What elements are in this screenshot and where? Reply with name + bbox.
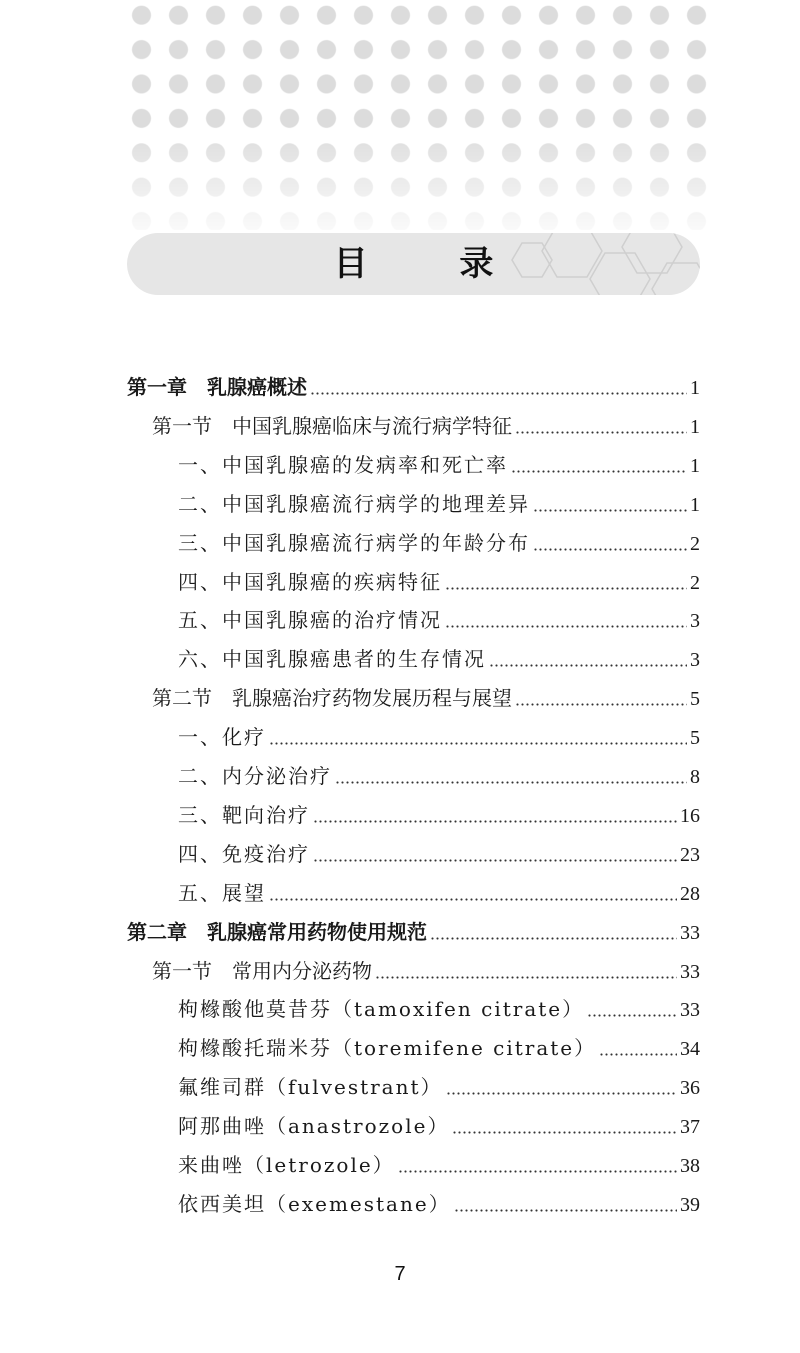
toc-entry-page: 33 xyxy=(680,999,700,1021)
toc-entry-page: 23 xyxy=(680,844,700,866)
dot-leader xyxy=(533,509,687,512)
toc-entry-label: 来曲唑（letrozole） xyxy=(178,1153,395,1177)
toc-entry-page: 3 xyxy=(690,649,700,671)
toc-entry[interactable] xyxy=(152,407,700,446)
toc-entry-label: 枸橼酸托瑞米芬（toremifene citrate） xyxy=(178,1036,597,1060)
toc-entry-label: 五、展望 xyxy=(178,881,266,905)
toc-entry-page: 1 xyxy=(690,377,700,399)
dot-leader xyxy=(446,1092,677,1095)
dot-leader xyxy=(511,470,687,473)
toc-entry[interactable] xyxy=(178,1107,700,1146)
dot-leader xyxy=(269,898,677,901)
toc-entry-label: 氟维司群（fulvestrant） xyxy=(178,1075,443,1099)
toc-entry-page: 34 xyxy=(680,1038,700,1060)
toc-entry[interactable] xyxy=(127,913,700,952)
decorative-dot-pattern xyxy=(125,0,707,230)
toc-entry[interactable] xyxy=(152,679,700,718)
toc-entry-label: 六、中国乳腺癌患者的生存情况 xyxy=(178,647,486,671)
toc-entry-label: 第一节 中国乳腺癌临床与流行病学特征 xyxy=(152,414,512,438)
title-banner xyxy=(127,233,700,295)
toc-entry-page: 1 xyxy=(690,494,700,516)
dot-leader xyxy=(587,1014,677,1017)
toc-entry[interactable] xyxy=(178,718,700,757)
dot-leader xyxy=(515,431,687,434)
toc-entry-page: 1 xyxy=(690,455,700,477)
toc-entry[interactable] xyxy=(178,524,700,563)
toc-entry[interactable] xyxy=(178,601,700,640)
toc-entry-label: 第一节 常用内分泌药物 xyxy=(152,959,372,983)
toc-entry[interactable] xyxy=(178,485,700,524)
toc-entry[interactable] xyxy=(178,835,700,874)
toc-entry-label: 依西美坦（exemestane） xyxy=(178,1192,451,1216)
toc-entry[interactable] xyxy=(178,446,700,485)
toc-entry-label: 第二节 乳腺癌治疗药物发展历程与展望 xyxy=(152,686,512,710)
toc-entry-page: 2 xyxy=(690,572,700,594)
dot-leader xyxy=(310,392,687,395)
toc-entry-label: 四、免疫治疗 xyxy=(178,842,310,866)
dot-leader xyxy=(313,859,677,862)
toc-entry[interactable] xyxy=(178,1029,700,1068)
toc-entry[interactable] xyxy=(178,796,700,835)
toc-entry[interactable] xyxy=(178,563,700,602)
dot-leader xyxy=(454,1209,677,1212)
toc-entry-page: 8 xyxy=(690,766,700,788)
toc-entry-label: 第一章 乳腺癌概述 xyxy=(127,375,307,399)
toc-entry-page: 28 xyxy=(680,883,700,905)
toc-entry-page: 16 xyxy=(680,805,700,827)
toc-entry-label: 一、化疗 xyxy=(178,725,266,749)
toc-entry-label: 三、靶向治疗 xyxy=(178,803,310,827)
toc-entry[interactable] xyxy=(152,952,700,991)
toc-entry-page: 36 xyxy=(680,1077,700,1099)
toc-entry-label: 一、中国乳腺癌的发病率和死亡率 xyxy=(178,453,508,477)
toc-entry[interactable] xyxy=(178,640,700,679)
toc-entry-label: 枸橼酸他莫昔芬（tamoxifen citrate） xyxy=(178,997,585,1021)
toc-entry[interactable] xyxy=(178,990,700,1029)
dot-leader xyxy=(533,548,687,551)
toc-entry-page: 3 xyxy=(690,610,700,632)
dot-leader xyxy=(398,1170,677,1173)
toc-entry-page: 33 xyxy=(680,961,700,983)
dot-leader xyxy=(430,937,677,940)
toc-entry-label: 三、中国乳腺癌流行病学的年龄分布 xyxy=(178,531,530,555)
toc-entry[interactable] xyxy=(178,1068,700,1107)
toc-entry[interactable] xyxy=(178,757,700,796)
toc-entry-label: 四、中国乳腺癌的疾病特征 xyxy=(178,570,442,594)
toc-entry-page: 38 xyxy=(680,1155,700,1177)
toc-entry-page: 33 xyxy=(680,922,700,944)
dot-leader xyxy=(313,820,677,823)
toc-entry-label: 第二章 乳腺癌常用药物使用规范 xyxy=(127,920,427,944)
dot-leader xyxy=(452,1131,677,1134)
dot-leader xyxy=(599,1053,677,1056)
toc-entry[interactable] xyxy=(178,1185,700,1224)
dot-leader xyxy=(489,664,687,667)
dot-leader xyxy=(335,781,687,784)
toc-entry[interactable] xyxy=(178,1146,700,1185)
toc-entry-page: 5 xyxy=(690,727,700,749)
toc-entry-label: 五、中国乳腺癌的治疗情况 xyxy=(178,608,442,632)
toc-entry-page: 39 xyxy=(680,1194,700,1216)
dot-leader xyxy=(515,703,687,706)
toc-entry-page: 2 xyxy=(690,533,700,555)
page-number: 7 xyxy=(394,1263,406,1285)
dot-leader xyxy=(445,625,687,628)
page-title: 目 录 xyxy=(333,244,534,284)
toc-entry-page: 1 xyxy=(690,416,700,438)
toc-entry-label: 阿那曲唑（anastrozole） xyxy=(178,1114,450,1138)
dot-leader xyxy=(445,587,687,590)
toc-entry-page: 5 xyxy=(690,688,700,710)
toc-entry-page: 37 xyxy=(680,1116,700,1138)
toc-entry[interactable] xyxy=(127,368,700,407)
dot-leader xyxy=(269,742,687,745)
toc-entry-label: 二、中国乳腺癌流行病学的地理差异 xyxy=(178,492,530,516)
dot-leader xyxy=(375,976,677,979)
toc-entry[interactable] xyxy=(178,874,700,913)
toc-entry-label: 二、内分泌治疗 xyxy=(178,764,332,788)
